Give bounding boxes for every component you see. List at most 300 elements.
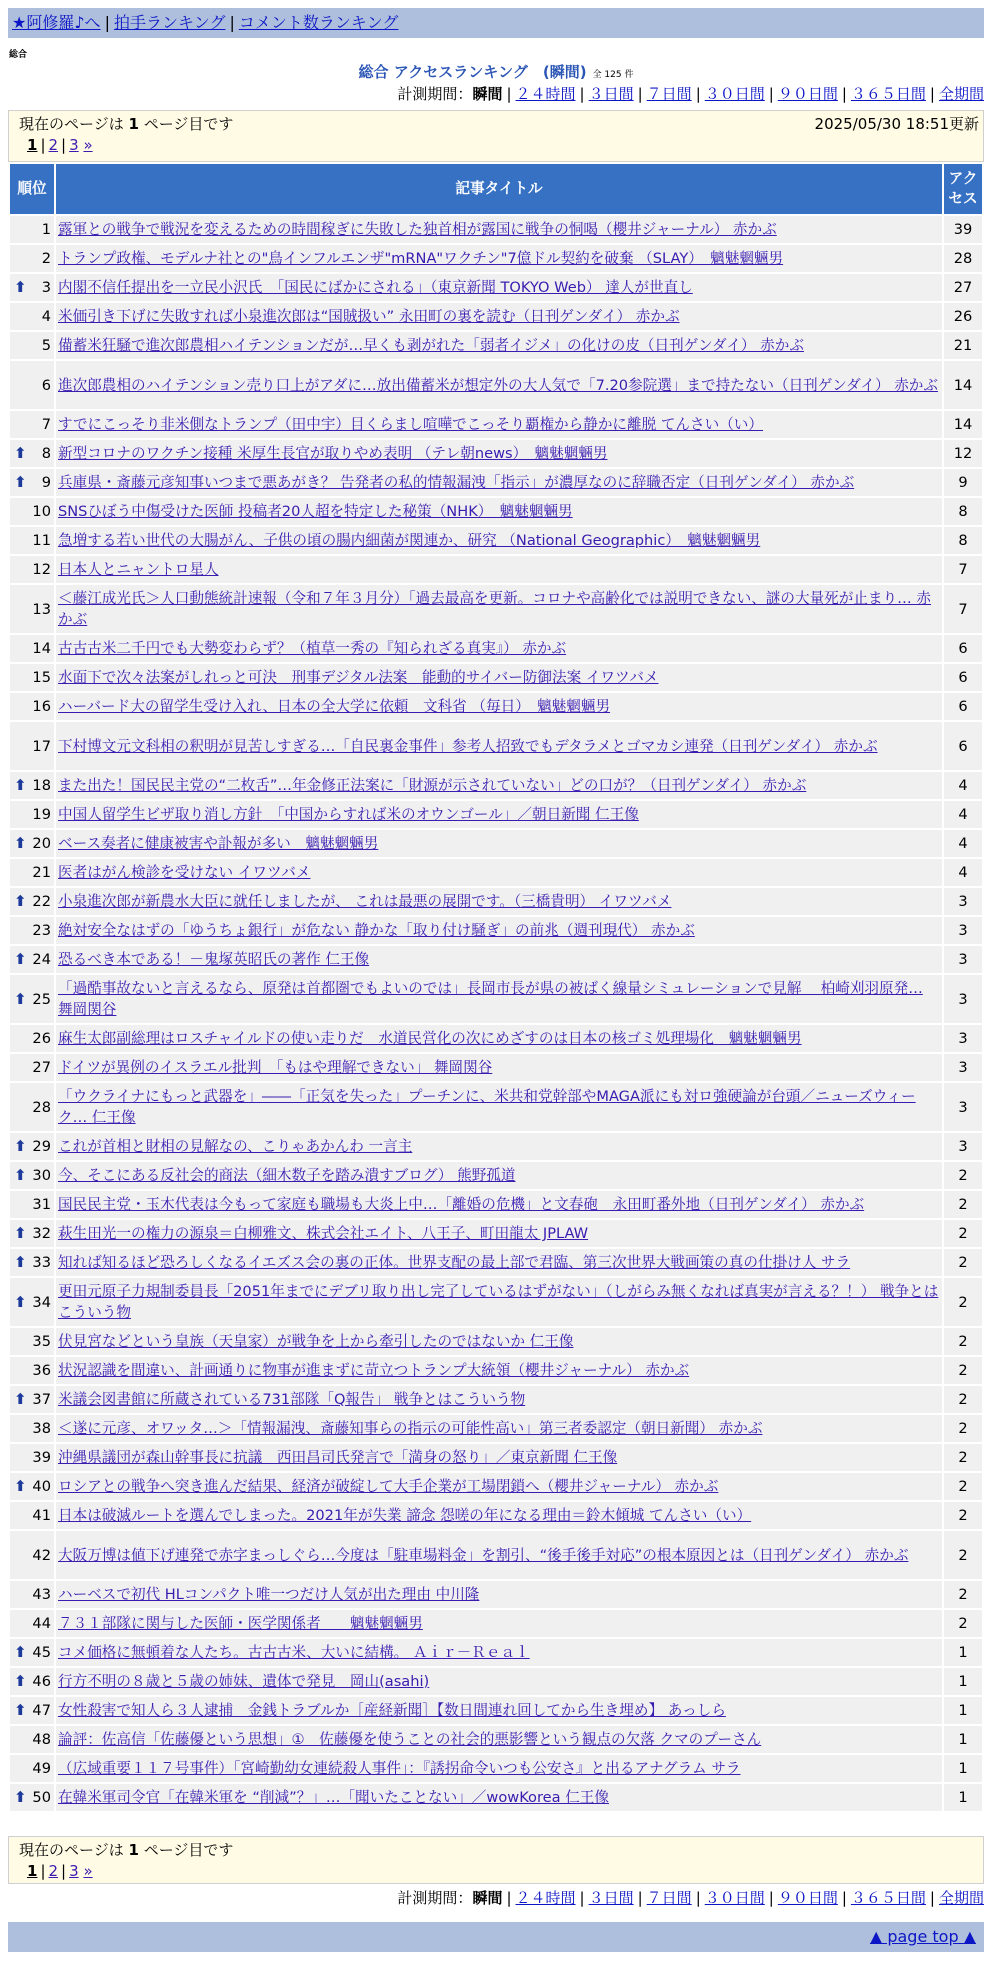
period-link[interactable]: ３６５日間 [850, 85, 926, 103]
rank-number: 20 [32, 835, 51, 852]
rank-cell [10, 1531, 54, 1579]
table-row [10, 332, 982, 359]
article-title-link[interactable]: 米価引き下げに失敗すれば小泉進次郎は“国賊扱い” 永田町の裏を読む（日刊ゲンダイ） 赤かぶ [58, 308, 680, 325]
table-row [10, 1278, 982, 1326]
article-title-link[interactable]: 女性殺害で知人ら３人逮捕 金銭トラブルか［産経新聞］【数日間連れ回してから生き埋め】 あっしら [58, 1702, 726, 1719]
rank-cell [10, 722, 54, 770]
next-page-link[interactable]: » [83, 1862, 93, 1880]
title-cell [56, 830, 942, 857]
period-link[interactable]: ９０日間 [777, 85, 838, 103]
rank-cell [10, 556, 54, 583]
period-separator: | [579, 1889, 585, 1907]
table-row [10, 245, 982, 272]
title-cell [56, 303, 942, 330]
rank-up-arrow-icon: ⬆ [14, 1390, 27, 1408]
rank-cell [10, 1697, 54, 1724]
article-title-link[interactable]: トランプ政権、モデルナ社との"鳥インフルエンザ"mRNA"ワクチン"7億ドル契約を破棄 （SLAY） 魑魅魍魎男 [58, 250, 784, 267]
access-count: 1 [944, 1755, 982, 1782]
title-cell [56, 527, 942, 554]
rank-cell [10, 1357, 54, 1384]
article-title-link[interactable]: 大阪万博は値下げ連発で赤字まっしぐら…今度は「駐車場料金」を割引、“後手後手対応”の根本原因とは（日刊ゲンダイ） 赤かぶ [58, 1546, 909, 1564]
period-separator: | [506, 1889, 512, 1907]
table-row [10, 1191, 982, 1218]
article-title-link[interactable]: 伏見宮などという皇族（天皇家）が戦争を上から牽引したのではないか 仁王像 [58, 1333, 574, 1350]
period-link[interactable]: ３日間 [588, 1889, 634, 1907]
table-row [10, 722, 982, 770]
rank-number: 41 [32, 1507, 51, 1524]
title-cell [56, 1639, 942, 1666]
title-cell [56, 1083, 942, 1131]
access-count: 4 [944, 830, 982, 857]
table-row [10, 1502, 982, 1529]
article-title-link[interactable]: ドイツが異例のイスラエル批判 「もはや理解できない」 舞岡関谷 [58, 1059, 493, 1076]
table-row [10, 1162, 982, 1189]
article-title-link[interactable]: ベース奏者に健康被害や訃報が多い 魑魅魍魎男 [58, 835, 379, 852]
title-cell [56, 216, 942, 243]
rank-number: 14 [32, 640, 51, 657]
article-title-link[interactable]: 内閣不信任提出を一立民小沢氏 「国民にばかにされる」（東京新聞 TOKYO Web） 達人が世直し [58, 279, 693, 296]
rank-number: 50 [32, 1789, 51, 1806]
rank-number: 40 [32, 1478, 51, 1495]
current-page-text [19, 1840, 233, 1860]
page-link[interactable]: 2 [48, 1862, 59, 1880]
period-separator: | [929, 1889, 935, 1907]
rank-cell [10, 1473, 54, 1500]
rank-number: 3 [41, 279, 51, 296]
article-title-link[interactable]: 日本は破滅ルートを選んでしまった。2021年が失業 諦念 怨嗟の年になる理由＝鈴木傾城 てんさい（い） [58, 1507, 752, 1524]
rank-number: 29 [32, 1138, 51, 1155]
rank-number: 37 [32, 1391, 51, 1408]
access-count: 3 [944, 917, 982, 944]
table-row [10, 1328, 982, 1355]
period-separator: | [695, 85, 701, 103]
table-row [10, 1755, 982, 1782]
period-separator: | [929, 85, 935, 103]
access-column-header: アクセス [944, 164, 982, 214]
rank-cell [10, 411, 54, 438]
table-row [10, 556, 982, 583]
article-title-link[interactable]: 更田元原子力規制委員長「2051年までにデブリ取り出し完了しているはずがない」（しがらみ無くなれば真実が言える？！） 戦争とはこういう物 [58, 1283, 939, 1321]
rank-column-header: 順位 [10, 164, 54, 214]
article-title-link[interactable]: SNSひぼう中傷受けた医師 投稿者20人超を特定した秘策（NHK） 魑魅魍魎男 [58, 503, 573, 520]
access-count: 2 [944, 1249, 982, 1276]
page-links [27, 135, 93, 155]
updated-timestamp: 2025/05/30 18:51更新 [814, 115, 979, 133]
period-link[interactable]: 全期間 [938, 85, 984, 103]
table-row [10, 303, 982, 330]
page-text-suffix: ページ目です [143, 1841, 234, 1859]
period-link[interactable]: 全期間 [938, 1889, 984, 1907]
period-link[interactable]: ３０日間 [704, 85, 765, 103]
pagination-box-top [8, 110, 984, 162]
table-row [10, 1668, 982, 1695]
rank-cell [10, 1668, 54, 1695]
period-link[interactable]: ７日間 [646, 85, 692, 103]
rank-number: 39 [32, 1449, 51, 1466]
article-title-link[interactable]: コメ価格に無頓着な人たち。古古古米、大いに結構。 Ａｉｒ－Ｒｅａｌ [58, 1644, 530, 1661]
page-text-suffix: ページ目です [143, 115, 234, 133]
article-title-link[interactable]: 進次郎農相のハイテンション売り口上がアダに…放出備蓄米が想定外の大人気で「7.20参院選」まで持たない（日刊ゲンダイ） 赤かぶ [58, 376, 938, 394]
rank-cell [10, 469, 54, 496]
table-row [10, 361, 982, 409]
article-title-link[interactable]: 医者はがん検診を受けない イワツバメ [58, 864, 311, 881]
table-row [10, 801, 982, 828]
rank-number: 45 [32, 1644, 51, 1661]
rank-cell [10, 1755, 54, 1782]
access-count: 3 [944, 1133, 982, 1160]
rank-number: 35 [32, 1333, 51, 1350]
access-count: 28 [944, 245, 982, 272]
page-text-prefix: 現在のページは [19, 115, 124, 133]
article-title-link[interactable]: 論評：佐高信「佐藤優という思想」① 佐藤優を使うことの社会的悪影響という観点の欠落 クマのプーさん [58, 1731, 762, 1748]
rank-number: 33 [32, 1254, 51, 1271]
rank-cell [10, 1278, 54, 1326]
access-count: 6 [944, 722, 982, 770]
clap-ranking-link[interactable]: 拍手ランキング [113, 13, 226, 32]
title-cell [56, 772, 942, 799]
article-title-link[interactable]: 麻生太郎副総理はロスチャイルドの使い走りだ 水道民営化の次にめざすのは日本の核ゴミ処理場化 魑魅魍魎男 [58, 1030, 802, 1047]
article-title-link[interactable]: 米議会図書館に所蔵されている731部隊「Q報告」 戦争とはこういう物 [58, 1391, 526, 1408]
table-row [10, 1444, 982, 1471]
rank-cell [10, 1502, 54, 1529]
table-row [10, 772, 982, 799]
title-cell [56, 585, 942, 633]
article-title-link[interactable]: 露軍との戦争で戦況を変えるための時間稼ぎに失敗した独首相が露国に戦争の恫喝（櫻井ジャーナル） 赤かぶ [58, 221, 777, 238]
access-count: 4 [944, 801, 982, 828]
rank-up-arrow-icon: ⬆ [14, 834, 27, 852]
access-count: 7 [944, 585, 982, 633]
period-link[interactable]: ３日間 [588, 85, 634, 103]
rank-number: 36 [32, 1362, 51, 1379]
ranking-table [8, 162, 984, 1813]
total-count: 全 125 件 [592, 70, 634, 80]
page-links [27, 1861, 93, 1881]
rank-number: 8 [41, 445, 51, 462]
title-cell [56, 1025, 942, 1052]
rank-number: 15 [32, 669, 51, 686]
access-count: 8 [944, 527, 982, 554]
rank-cell [10, 303, 54, 330]
period-separator: | [579, 85, 585, 103]
rank-cell [10, 1386, 54, 1413]
rank-up-arrow-icon: ⬆ [14, 1224, 27, 1242]
rank-number: 38 [32, 1420, 51, 1437]
ranking-rows [10, 216, 982, 1811]
table-row [10, 1639, 982, 1666]
title-cell [56, 1249, 942, 1276]
article-title-link[interactable]: 恐るべき本である！－鬼塚英昭氏の著作 仁王像 [58, 951, 370, 968]
rank-number: 17 [32, 737, 51, 755]
title-cell [56, 917, 942, 944]
article-title-link[interactable]: 備蓄米狂騒で進次郎農相ハイテンションだが…早くも剥がれた「弱者イジメ」の化けの皮（日刊ゲンダイ） 赤かぶ [58, 337, 804, 354]
title-column-header: 記事タイトル [56, 164, 942, 214]
table-row [10, 585, 982, 633]
title-cell [56, 859, 942, 886]
page-link[interactable]: 2 [48, 136, 59, 154]
article-title-link[interactable]: 急増する若い世代の大腸がん、子供の頃の腸内細菌が関連か、研究 （National Geographic） 魑魅魍魎男 [58, 532, 761, 549]
title-cell [56, 1531, 942, 1579]
rank-up-arrow-icon: ⬆ [14, 776, 27, 794]
title-cell [56, 888, 942, 915]
rank-number: 2 [41, 250, 51, 267]
rank-cell [10, 888, 54, 915]
rank-cell [10, 1054, 54, 1081]
access-count: 6 [944, 635, 982, 662]
page-link-current: 1 [27, 1862, 38, 1880]
access-count: 6 [944, 664, 982, 691]
access-count: 2 [944, 1473, 982, 1500]
table-row [10, 1415, 982, 1442]
table-row [10, 1083, 982, 1131]
table-row [10, 1025, 982, 1052]
title-cell [56, 1444, 942, 1471]
article-title-link[interactable]: 日本人とニャントロ星人 [58, 561, 219, 578]
rank-cell [10, 693, 54, 720]
title-cell [56, 1784, 942, 1811]
period-link[interactable]: ３０日間 [704, 1889, 765, 1907]
article-title-link[interactable]: これが首相と財相の見解なの、こりゃあかんわ 一言主 [58, 1138, 413, 1155]
period-link[interactable]: ３６５日間 [850, 1889, 926, 1907]
rank-up-arrow-icon: ⬆ [14, 1477, 27, 1495]
table-row [10, 498, 982, 525]
access-count: 2 [944, 1531, 982, 1579]
title-cell [56, 1610, 942, 1637]
page-link[interactable]: 3 [69, 1862, 79, 1880]
access-count: 2 [944, 1191, 982, 1218]
table-row [10, 274, 982, 301]
table-row [10, 693, 982, 720]
page-link-current: 1 [27, 136, 38, 154]
article-title-link[interactable]: 新型コロナのワクチン接種 米厚生長官が取りやめ表明 （テレ朝news） 魑魅魍魎男 [58, 445, 608, 462]
rank-cell [10, 245, 54, 272]
rank-cell [10, 1581, 54, 1608]
period-current: 瞬間 [472, 85, 503, 103]
period-link[interactable]: ７日間 [646, 1889, 692, 1907]
article-title-link[interactable]: すでにこっそり非米側なトランプ（田中宇）目くらまし喧嘩でこっそり覇権から静かに離脱 てんさい（い） [58, 416, 763, 433]
access-count: 2 [944, 1444, 982, 1471]
page-link[interactable]: 3 [69, 136, 79, 154]
rank-up-arrow-icon: ⬆ [14, 989, 27, 1008]
article-title-link[interactable]: （広域重要１１７号事件）「宮崎勤幼女連続殺人事件」：『誘拐命令いつも公安さ』と出るアナグラム サラ [58, 1760, 741, 1777]
period-link[interactable]: ２４時間 [515, 85, 576, 103]
title-cell [56, 693, 942, 720]
page-separator: | [40, 136, 46, 154]
table-row [10, 888, 982, 915]
rank-number: 18 [32, 777, 51, 794]
rank-cell [10, 1220, 54, 1247]
table-row [10, 917, 982, 944]
rank-up-arrow-icon: ⬆ [14, 1701, 27, 1719]
access-count: 14 [944, 411, 982, 438]
title-cell [56, 556, 942, 583]
access-count: 3 [944, 888, 982, 915]
article-title-link[interactable]: 中国人留学生ビザ取り消し方針 「中国からすれば米のオウンゴール」／朝日新聞 仁王像 [58, 806, 639, 823]
article-title-link[interactable]: ＜藤江成光氏＞人口動態統計速報（令和７年３月分）「過去最高を更新。コロナや高齢化では説明できない、謎の大量死が止まり… 赤かぶ [58, 590, 931, 628]
rank-number: 24 [32, 951, 51, 968]
access-count: 7 [944, 556, 982, 583]
rank-number: 12 [32, 561, 51, 578]
table-row [10, 1220, 982, 1247]
article-title-link[interactable]: ＜遂に元彦、オワッタ…＞「情報漏洩、斎藤知事らの指示の可能性高い」第三者委認定（朝日新聞） 赤かぶ [58, 1420, 763, 1437]
rank-cell [10, 332, 54, 359]
rank-cell [10, 1162, 54, 1189]
rank-number: 31 [32, 1196, 51, 1213]
article-title-link[interactable]: 小泉進次郎が新農水大臣に就任しましたが、 これは最悪の展開です。（三橋貴明） イワツバメ [58, 893, 672, 910]
access-count: 2 [944, 1581, 982, 1608]
article-title-link[interactable]: 在韓米軍司令官「在韓米軍を “削減”？」…「聞いたことない」／wowKorea 仁王像 [58, 1789, 609, 1806]
page-top-link[interactable]: ▲ page top ▲ [869, 1927, 976, 1946]
current-page-text [19, 114, 233, 134]
nav-separator: | [104, 13, 110, 32]
rank-cell [10, 635, 54, 662]
table-row [10, 1249, 982, 1276]
period-selector-top [397, 84, 984, 104]
rank-up-arrow-icon: ⬆ [14, 278, 27, 296]
rank-cell [10, 772, 54, 799]
rank-up-arrow-icon: ⬆ [14, 1672, 27, 1690]
access-count: 1 [944, 1726, 982, 1753]
access-count: 2 [944, 1328, 982, 1355]
article-title-link[interactable]: 水面下で次々法案がしれっと可決 刑事デジタル法案 能動的サイバー防御法案 イワツバメ [58, 669, 659, 686]
table-row [10, 1386, 982, 1413]
article-title-link[interactable]: 「ウクライナにもっと武器を」――「正気を失った」プーチンに、米共和党幹部やMAGA派にも対ロ強硬論が台頭／ニューズウィーク… 仁王像 [58, 1088, 916, 1126]
access-count: 27 [944, 274, 982, 301]
article-title-link[interactable]: 「過酷事故ないと言えるなら、原発は首都圏でもよいのでは」長岡市長が県の被ばく線量シミュレーションで見解 柏崎刈羽原発… 舞岡関谷 [58, 980, 923, 1018]
title-cell [56, 469, 942, 496]
article-title-link[interactable]: 兵庫県・斎藤元彦知事いつまで悪あがき？ 告発者の私的情報漏洩「指示」が濃厚なのに辞職否定（日刊ゲンダイ） 赤かぶ [58, 474, 855, 491]
rank-cell [10, 274, 54, 301]
access-count: 14 [944, 361, 982, 409]
title-cell [56, 1415, 942, 1442]
period-link[interactable]: ２４時間 [515, 1889, 576, 1907]
table-row [10, 830, 982, 857]
article-title-link[interactable]: ハーバード大の留学生受け入れ、日本の全大学に依頼 文科省 （毎日） 魑魅魍魎男 [58, 698, 611, 715]
rank-number: 26 [32, 1030, 51, 1047]
rank-up-arrow-icon: ⬆ [14, 1166, 27, 1184]
access-count: 8 [944, 498, 982, 525]
page-text-prefix: 現在のページは [19, 1841, 124, 1859]
title-cell [56, 722, 942, 770]
rank-number: 30 [32, 1167, 51, 1184]
table-row [10, 216, 982, 243]
table-row [10, 664, 982, 691]
access-count: 9 [944, 469, 982, 496]
rank-number: 11 [32, 532, 51, 549]
article-title-link[interactable]: 行方不明の８歳と５歳の姉妹、遺体で発見 岡山(asahi) [58, 1673, 430, 1690]
access-count: 1 [944, 1784, 982, 1811]
table-row [10, 1726, 982, 1753]
table-row [10, 859, 982, 886]
rank-number: 46 [32, 1673, 51, 1690]
nav-separator: | [229, 13, 235, 32]
table-row [10, 411, 982, 438]
title-cell [56, 1668, 942, 1695]
article-title-link[interactable]: 古古古米二千円でも大勢変わらず？（植草一秀の『知られざる真実』） 赤かぶ [58, 640, 567, 657]
article-title-link[interactable]: 状況認識を間違い、計画通りに物事が進まずに苛立つトランプ大統領（櫻井ジャーナル） 赤かぶ [58, 1362, 690, 1379]
rank-number: 44 [32, 1615, 51, 1632]
title-cell [56, 1697, 942, 1724]
title-cell [56, 975, 942, 1023]
access-count: 39 [944, 216, 982, 243]
table-row [10, 1610, 982, 1637]
comment-ranking-link[interactable]: コメント数ランキング [238, 13, 399, 32]
access-count: 2 [944, 1502, 982, 1529]
table-row [10, 635, 982, 662]
period-separator: | [637, 1889, 643, 1907]
rank-number: 10 [32, 503, 51, 520]
article-title-link[interactable]: ハーベスで初代 HLコンパクト唯一つだけ人気が出た理由 中川隆 [58, 1586, 480, 1603]
rank-number: 7 [41, 416, 51, 433]
article-title-link[interactable]: 絶対安全なはずの「ゆうちょ銀行」が危ない 静かな「取り付け騒ぎ」の前兆（週刊現代） 赤かぶ [58, 922, 695, 939]
access-count: 2 [944, 1278, 982, 1326]
article-title-link[interactable]: 沖縄県議団が森山幹事長に抗議 西田昌司氏発言で「満身の怒り」／東京新聞 仁王像 [58, 1449, 618, 1466]
access-count: 2 [944, 1220, 982, 1247]
table-row [10, 440, 982, 467]
rank-up-arrow-icon: ⬆ [14, 1788, 27, 1806]
access-count: 3 [944, 1054, 982, 1081]
article-title-link[interactable]: 知れば知るほど恐ろしくなるイエズス会の裏の正体。世界支配の最上部で君臨、第三次世界大戦画策の真の仕掛け人 サラ [58, 1254, 851, 1271]
next-page-link[interactable]: » [83, 136, 93, 154]
table-row [10, 1357, 982, 1384]
title-cell [56, 1162, 942, 1189]
rank-number: 27 [32, 1059, 51, 1076]
rank-number: 48 [32, 1731, 51, 1748]
article-title-link[interactable]: 下村博文元文科相の釈明が見苦しすぎる…「自民裏金事件」参考人招致でもデタラメとゴマカシ連発（日刊ゲンダイ） 赤かぶ [58, 737, 878, 755]
section-label: 総合 [9, 50, 28, 60]
rank-number: 4 [41, 308, 51, 325]
rank-cell [10, 1610, 54, 1637]
article-title-link[interactable]: また出た！国民民主党の“二枚舌”…年金修正法案に「財源が示されていない」どの口が？（日刊ゲンダイ） 赤かぶ [58, 777, 807, 794]
title-cell [56, 801, 942, 828]
access-count: 2 [944, 1386, 982, 1413]
rank-number: 32 [32, 1225, 51, 1242]
title-cell [56, 274, 942, 301]
rank-number: 5 [41, 337, 51, 354]
table-row [10, 527, 982, 554]
rank-cell [10, 664, 54, 691]
access-count: 12 [944, 440, 982, 467]
ranking-title: 総合 アクセスランキング (瞬間) [358, 63, 587, 81]
period-separator: | [841, 1889, 847, 1907]
title-cell [56, 1726, 942, 1753]
rank-number: 9 [41, 474, 51, 491]
page-separator: | [61, 136, 67, 154]
home-link[interactable]: ★阿修羅♪へ [12, 13, 101, 32]
rank-cell [10, 1249, 54, 1276]
title-cell [56, 1755, 942, 1782]
article-title-link[interactable]: 萩生田光一の権力の源泉＝白柳雅文、株式会社エイト、八王子、町田龍太 JPLAW [58, 1225, 589, 1242]
article-title-link[interactable]: ７３１部隊に関与した医師・医学関係者 魑魅魍魎男 [58, 1615, 423, 1632]
table-row [10, 946, 982, 973]
title-cell [56, 1191, 942, 1218]
period-link[interactable]: ９０日間 [777, 1889, 838, 1907]
ranking-heading [0, 62, 992, 85]
period-current: 瞬間 [472, 1889, 503, 1907]
access-count: 26 [944, 303, 982, 330]
rank-cell [10, 361, 54, 409]
rank-cell [10, 1328, 54, 1355]
article-title-link[interactable]: 国民民主党・玉木代表は今もって家庭も職場も大炎上中…「離婚の危機」と文春砲 永田町番外地（日刊ゲンダイ） 赤かぶ [58, 1196, 865, 1213]
page-number: 1 [128, 115, 139, 133]
rank-up-arrow-icon: ⬆ [14, 1292, 27, 1311]
title-cell [56, 1054, 942, 1081]
rank-number: 25 [32, 990, 51, 1008]
rank-cell [10, 1444, 54, 1471]
rank-number: 13 [32, 600, 51, 618]
rank-cell [10, 1133, 54, 1160]
article-title-link[interactable]: 今、そこにある反社会的商法（細木数子を踏み潰すブログ） 熊野孤道 [58, 1167, 516, 1184]
article-title-link[interactable]: ロシアとの戦争へ突き進んだ結果、経済が破綻して大手企業が工場閉鎖へ（櫻井ジャーナル） 赤かぶ [58, 1478, 719, 1495]
